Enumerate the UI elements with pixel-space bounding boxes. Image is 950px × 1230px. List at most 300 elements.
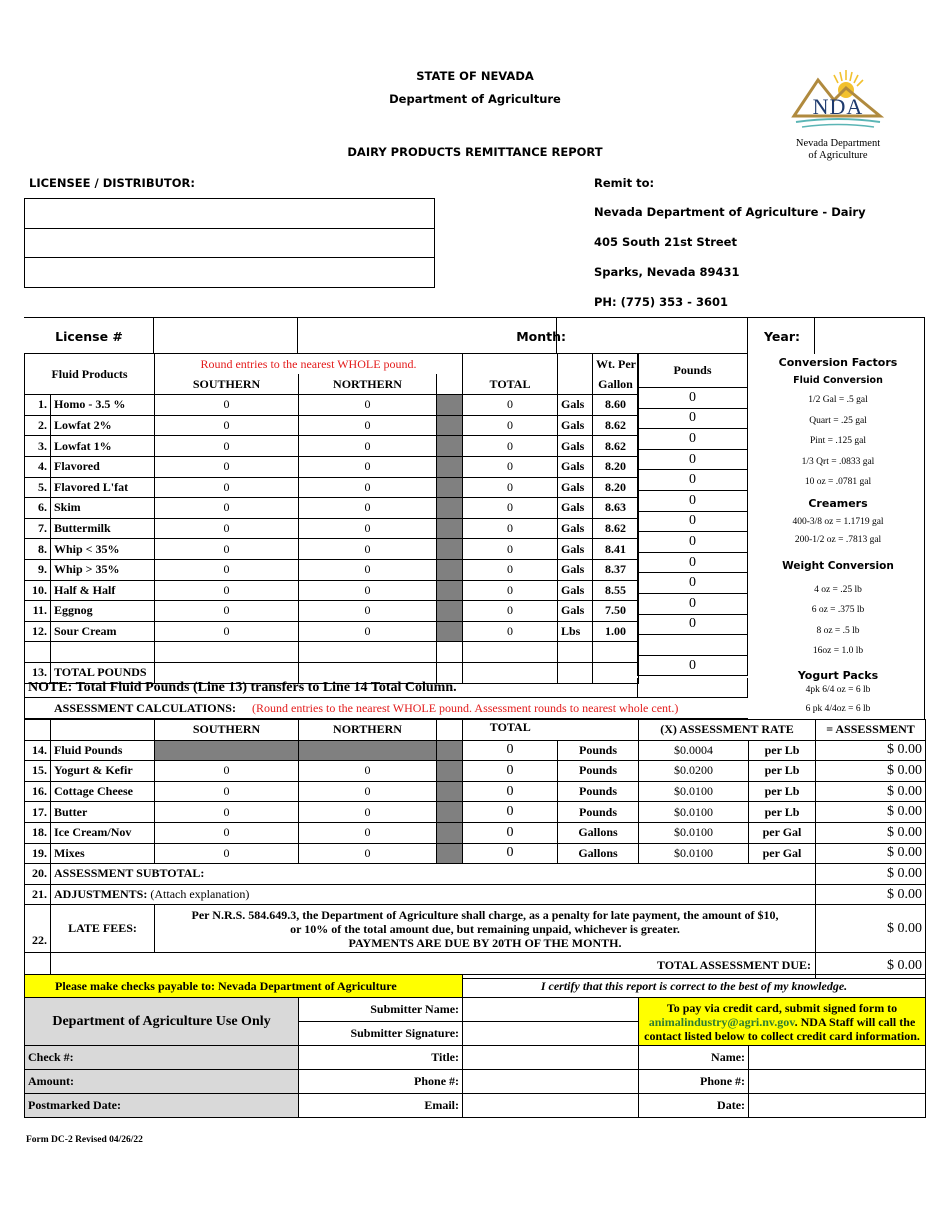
assessment-total-value: 0	[463, 740, 558, 761]
assessment-northern-input	[299, 740, 437, 761]
fluid-northern-input[interactable]: 0	[299, 395, 437, 416]
pounds-header: Pounds	[638, 354, 748, 388]
fluid-southern-input[interactable]: 0	[155, 621, 299, 642]
assessment-row	[25, 740, 926, 761]
submitter-signature-label: Submitter Signature:	[299, 1022, 463, 1046]
amount-label: Amount:	[25, 1070, 299, 1094]
assessment-product-name: Yogurt & Kefir	[51, 761, 155, 782]
note-row	[24, 678, 638, 698]
fluid-row	[25, 456, 639, 477]
assessment-gap-cell	[437, 822, 463, 843]
fluid-total-value: 0	[463, 580, 558, 601]
licensee-line-2[interactable]	[25, 229, 434, 258]
fluid-header-blank-2	[558, 354, 593, 375]
fluid-gap-cell	[437, 498, 463, 519]
fluid-weight-per-gallon: 7.50	[593, 601, 639, 622]
assessment-northern-input[interactable]: 0	[299, 761, 437, 782]
fluid-total-value: 0	[463, 395, 558, 416]
fluid-row-number: 1.	[25, 395, 51, 416]
assessment-product-name: Ice Cream/Nov	[51, 822, 155, 843]
conversion-right-border	[924, 353, 925, 719]
fluid-unit: Gals	[558, 580, 593, 601]
fluid-weight-per-gallon: 8.60	[593, 395, 639, 416]
late-fees-amount: $ 0.00	[816, 905, 926, 953]
fluid-product-name: Flavored	[51, 456, 155, 477]
fluid-southern-input[interactable]: 0	[155, 518, 299, 539]
assessment-amount: $ 0.00	[816, 843, 926, 864]
fluid-pounds-value: 0	[638, 593, 748, 614]
assessment-title: ASSESSMENT CALCULATIONS:	[54, 701, 236, 715]
fluid-pounds-value: 0	[638, 552, 748, 573]
fluid-blank-s	[155, 642, 299, 663]
fluid-weight-per-gallon: 8.37	[593, 559, 639, 580]
assessment-amount: $ 0.00	[816, 822, 926, 843]
late-fees-text-2: or 10% of the total amount due, but remaining unpaid, whichever is greater.	[290, 921, 680, 936]
form-id: Form DC-2 Revised 04/26/22	[26, 1135, 143, 1145]
fluid-gap-cell	[437, 559, 463, 580]
fluid-weight-per-gallon: 8.62	[593, 415, 639, 436]
phone2-label: Phone #:	[639, 1070, 749, 1094]
fluid-southern-input[interactable]: 0	[155, 456, 299, 477]
fluid-pounds-value: 0	[638, 532, 748, 553]
pounds-row	[638, 470, 748, 491]
fluid-pounds-value: 0	[638, 490, 748, 511]
fluid-table	[24, 353, 639, 684]
assessment-row	[25, 822, 926, 843]
fluid-weight-per-gallon: 8.41	[593, 539, 639, 560]
wt-per-header-2: Gallon	[593, 374, 639, 395]
pounds-row	[638, 593, 748, 614]
adjustments-note: (Attach explanation)	[150, 887, 250, 902]
submitter-name-label: Submitter Name:	[299, 998, 463, 1022]
pounds-row	[638, 408, 748, 429]
assessment-unit: Pounds	[558, 802, 639, 823]
submitter-signature-input[interactable]	[463, 1022, 639, 1046]
fluid-product-name: Lowfat 2%	[51, 415, 155, 436]
total-pounds-label: TOTAL POUNDS	[51, 662, 155, 683]
pounds-column	[637, 353, 748, 676]
assess-unit-header	[558, 720, 639, 741]
fluid-gap-cell	[437, 539, 463, 560]
name-label: Name:	[639, 1046, 749, 1070]
name-input[interactable]	[749, 1046, 926, 1070]
late-fees-label: LATE FEES:	[51, 905, 155, 953]
fluid-total-value: 0	[463, 436, 558, 457]
subtotal-label: ASSESSMENT SUBTOTAL:	[51, 864, 816, 885]
email-input[interactable]	[463, 1094, 639, 1118]
fluid-total-value: 0	[463, 415, 558, 436]
assessment-gap-cell	[437, 781, 463, 802]
fluid-pounds-value: 0	[638, 470, 748, 491]
licensee-box	[24, 198, 435, 288]
check-number-label: Check #:	[25, 1046, 299, 1070]
credit-card-note	[639, 998, 926, 1046]
fluid-blank-t	[463, 642, 558, 663]
assess-header-blank-2	[51, 720, 155, 741]
assessment-per-unit: per Gal	[749, 843, 816, 864]
checks-payable-note: Please make checks payable to: Nevada Department of Agriculture	[25, 975, 463, 998]
assessment-southern-input[interactable]: 0	[155, 781, 299, 802]
assessment-row-number: 18.	[25, 822, 51, 843]
fluid-unit: Gals	[558, 498, 593, 519]
conv-fluid-0: 1/2 Gal = .5 gal	[808, 395, 868, 405]
fluid-pounds-value: 0	[638, 388, 748, 409]
assessment-southern-input	[155, 740, 299, 761]
fluid-row-number: 7.	[25, 518, 51, 539]
fluid-row-number: 4.	[25, 456, 51, 477]
assessment-product-name: Mixes	[51, 843, 155, 864]
note-row-pounds	[637, 678, 748, 698]
fluid-row	[25, 559, 639, 580]
fluid-blank-n	[299, 642, 437, 663]
southern-header: SOUTHERN	[155, 374, 299, 395]
assessment-rate: $0.0100	[639, 843, 749, 864]
wt-per-header-1: Wt. Per	[593, 354, 639, 375]
fluid-northern-input[interactable]: 0	[299, 621, 437, 642]
total-header: TOTAL	[463, 374, 558, 395]
conv-creamer-1: 200-1/2 oz = .7813 gal	[794, 535, 882, 545]
fluid-row-number: 10.	[25, 580, 51, 601]
assessment-northern-input[interactable]: 0	[299, 802, 437, 823]
fluid-row	[25, 518, 639, 539]
fluid-pounds-value: 0	[638, 449, 748, 470]
fluid-gap-cell	[437, 580, 463, 601]
license-input[interactable]	[153, 318, 298, 354]
assessment-gap-cell	[437, 802, 463, 823]
fluid-product-name: Whip > 35%	[51, 559, 155, 580]
assessment-total-value: 0	[463, 781, 558, 802]
assessment-row-number: 19.	[25, 843, 51, 864]
fluid-northern-input[interactable]: 0	[299, 601, 437, 622]
assessment-per-unit: per Lb	[749, 781, 816, 802]
subtotal-amount: $ 0.00	[816, 864, 926, 885]
credit-card-text-1: To pay via credit card, submit signed form to	[666, 1000, 898, 1015]
fluid-southern-input[interactable]: 0	[155, 395, 299, 416]
fluid-gap-cell	[437, 518, 463, 539]
assessment-southern-input[interactable]: 0	[155, 843, 299, 864]
fluid-product-name: Skim	[51, 498, 155, 519]
fluid-row	[25, 621, 639, 642]
fluid-total-value: 0	[463, 456, 558, 477]
fluid-southern-input[interactable]: 0	[155, 559, 299, 580]
fluid-northern-input[interactable]: 0	[299, 518, 437, 539]
assessment-row	[25, 843, 926, 864]
fluid-northern-input[interactable]: 0	[299, 559, 437, 580]
assessment-round-note: (Round entries to the nearest WHOLE pound. Assessment rounds to nearest whole cent.)	[252, 701, 679, 715]
credit-card-text-3: contact listed below to collect credit card information.	[644, 1028, 920, 1043]
total-pounds-num: 13.	[25, 662, 51, 683]
fluid-row-number: 2.	[25, 415, 51, 436]
fluid-row	[25, 498, 639, 519]
month-input[interactable]	[556, 318, 748, 354]
month-label: Month:	[516, 328, 566, 344]
assessment-row	[25, 781, 926, 802]
assessment-unit: Pounds	[558, 740, 639, 761]
fluid-unit: Gals	[558, 539, 593, 560]
assessment-table	[24, 719, 926, 979]
footer-table	[24, 974, 926, 1118]
assessment-rows	[25, 740, 926, 864]
date-label: Date:	[639, 1094, 749, 1118]
late-fees-num: 22.	[25, 905, 51, 953]
fluid-blank-u	[558, 642, 593, 663]
assessment-product-name: Butter	[51, 802, 155, 823]
assess-rate-header: (X) ASSESSMENT RATE	[639, 720, 816, 741]
assessment-unit: Pounds	[558, 761, 639, 782]
fluid-weight-per-gallon: 8.62	[593, 436, 639, 457]
adjustments-label: ADJUSTMENTS:	[54, 887, 148, 902]
fluid-row-number: 6.	[25, 498, 51, 519]
assess-northern-header: NORTHERN	[299, 720, 437, 741]
assessment-per-unit: per Lb	[749, 761, 816, 782]
fluid-gap-cell	[437, 436, 463, 457]
fluid-pounds-value: 0	[638, 429, 748, 450]
fluid-row	[25, 539, 639, 560]
fluid-row-number: 3.	[25, 436, 51, 457]
fluid-northern-input[interactable]: 0	[299, 539, 437, 560]
assessment-per-unit: per Lb	[749, 740, 816, 761]
licensee-line-1[interactable]	[25, 199, 434, 229]
assessment-northern-input[interactable]: 0	[299, 843, 437, 864]
fluid-row	[25, 477, 639, 498]
fluid-northern-input[interactable]: 0	[299, 436, 437, 457]
phone-label: Phone #:	[299, 1070, 463, 1094]
assessment-gap-cell	[437, 761, 463, 782]
assessment-row-number: 15.	[25, 761, 51, 782]
fluid-pounds-value: 0	[638, 573, 748, 594]
fluid-pounds-value: 0	[638, 511, 748, 532]
fluid-northern-input[interactable]: 0	[299, 477, 437, 498]
fluid-weight-per-gallon: 8.20	[593, 477, 639, 498]
fluid-pounds-value: 0	[638, 408, 748, 429]
assessment-product-name: Fluid Pounds	[51, 740, 155, 761]
pounds-rows	[638, 388, 748, 635]
fluid-round-note: Round entries to the nearest WHOLE pound.	[155, 354, 463, 375]
pounds-row	[638, 532, 748, 553]
fluid-southern-input[interactable]: 0	[155, 580, 299, 601]
fluid-southern-input[interactable]: 0	[155, 539, 299, 560]
logo-caption-2: of Agriculture	[808, 150, 868, 161]
email-label: Email:	[299, 1094, 463, 1118]
fluid-unit: Gals	[558, 559, 593, 580]
assessment-product-name: Cottage Cheese	[51, 781, 155, 802]
fluid-unit: Gals	[558, 456, 593, 477]
adjustments-num: 21.	[25, 884, 51, 905]
fluid-northern-input[interactable]: 0	[299, 415, 437, 436]
fluid-gap-cell	[437, 601, 463, 622]
fluid-weight-per-gallon: 8.62	[593, 518, 639, 539]
assessment-northern-input[interactable]: 0	[299, 781, 437, 802]
assess-gap-header	[437, 720, 463, 741]
year-label: Year:	[764, 328, 800, 344]
fluid-product-name: Eggnog	[51, 601, 155, 622]
fluid-weight-per-gallon: 8.63	[593, 498, 639, 519]
year-input[interactable]	[814, 318, 924, 354]
fluid-row	[25, 395, 639, 416]
fluid-gap-cell	[437, 395, 463, 416]
fluid-product-name: Lowfat 1%	[51, 436, 155, 457]
fluid-product-name: Buttermilk	[51, 518, 155, 539]
fluid-blank-num	[25, 642, 51, 663]
conv-fluid-3: 1/3 Qrt = .0833 gal	[801, 457, 875, 467]
fluid-total-value: 0	[463, 601, 558, 622]
report-title: DAIRY PRODUCTS REMITTANCE REPORT	[347, 145, 603, 159]
fluid-southern-input[interactable]: 0	[155, 477, 299, 498]
licensee-label: LICENSEE / DISTRIBUTOR:	[29, 176, 195, 190]
fluid-unit: Lbs	[558, 621, 593, 642]
fluid-southern-input[interactable]: 0	[155, 436, 299, 457]
fluid-rows	[25, 395, 639, 642]
fluid-product-name: Whip < 35%	[51, 539, 155, 560]
fluid-row	[25, 436, 639, 457]
fluid-row	[25, 415, 639, 436]
assessment-rate: $0.0004	[639, 740, 749, 761]
remit-label: Remit to:	[594, 176, 655, 190]
assess-amount-header: = ASSESSMENT	[816, 720, 926, 741]
pounds-row	[638, 490, 748, 511]
assessment-amount: $ 0.00	[816, 761, 926, 782]
fluid-product-name: Sour Cream	[51, 621, 155, 642]
fluid-northern-input[interactable]: 0	[299, 456, 437, 477]
credit-card-email[interactable]: animalindustry@agri.nv.gov	[648, 1014, 795, 1029]
postmarked-date-label: Postmarked Date:	[25, 1094, 299, 1118]
conv-creamer-0: 400-3/8 oz = 1.1719 gal	[792, 517, 884, 527]
fluid-row	[25, 580, 639, 601]
fluid-southern-input[interactable]: 0	[155, 601, 299, 622]
assessment-total-value: 0	[463, 761, 558, 782]
creamers-title: Creamers	[808, 497, 868, 510]
fluid-row-number: 5.	[25, 477, 51, 498]
pounds-row	[638, 552, 748, 573]
fluid-weight-per-gallon: 8.55	[593, 580, 639, 601]
assessment-gap-cell	[437, 843, 463, 864]
dept-use-only: Department of Agriculture Use Only	[25, 998, 299, 1046]
fluid-product-name: Flavored L'fat	[51, 477, 155, 498]
assessment-amount: $ 0.00	[816, 781, 926, 802]
fluid-blank-gap	[437, 642, 463, 663]
fluid-products-header: Fluid Products	[25, 354, 155, 395]
fluid-weight-per-gallon: 1.00	[593, 621, 639, 642]
assessment-per-unit: per Gal	[749, 822, 816, 843]
date-input[interactable]	[749, 1094, 926, 1118]
late-fees-text-3: PAYMENTS ARE DUE BY 20TH OF THE MONTH.	[348, 935, 622, 950]
submitter-name-input[interactable]	[463, 998, 639, 1022]
adjustments-cell[interactable]	[51, 884, 816, 905]
subtotal-num: 20.	[25, 864, 51, 885]
department-title: Department of Agriculture	[389, 92, 561, 106]
remit-street: 405 South 21st Street	[594, 235, 737, 249]
fluid-gap-cell	[437, 456, 463, 477]
assessment-unit: Gallons	[558, 822, 639, 843]
assessment-amount: $ 0.00	[816, 802, 926, 823]
fluid-blank-w	[593, 642, 639, 663]
pounds-row	[638, 573, 748, 594]
fluid-southern-input[interactable]: 0	[155, 498, 299, 519]
total-due-amount: $ 0.00	[816, 953, 926, 979]
fluid-northern-input[interactable]: 0	[299, 498, 437, 519]
assessment-title-row	[24, 698, 748, 719]
logo-text: NDA	[812, 94, 864, 119]
assessment-per-unit: per Lb	[749, 802, 816, 823]
weight-conversion-title: Weight Conversion	[782, 560, 894, 572]
assessment-row-number: 14.	[25, 740, 51, 761]
conv-fluid-4: 10 oz = .0781 gal	[804, 477, 872, 487]
conv-yogurt-0: 4pk 6/4 oz = 6 lb	[805, 685, 871, 695]
fluid-blank-name	[51, 642, 155, 663]
conv-weight-2: 8 oz = .5 lb	[816, 626, 860, 636]
assessment-southern-input[interactable]: 0	[155, 802, 299, 823]
phone2-input[interactable]	[749, 1070, 926, 1094]
pounds-row	[638, 614, 748, 635]
yogurt-packs-title: Yogurt Packs	[797, 669, 879, 682]
fluid-conversion-title: Fluid Conversion	[793, 375, 883, 386]
late-fees-text	[155, 905, 816, 953]
conv-weight-0: 4 oz = .25 lb	[814, 585, 862, 595]
pounds-row	[638, 429, 748, 450]
fluid-row-number: 9.	[25, 559, 51, 580]
fluid-header-blank	[463, 354, 558, 375]
nda-logo	[788, 66, 888, 166]
pounds-row	[638, 449, 748, 470]
assessment-row	[25, 761, 926, 782]
fluid-unit: Gals	[558, 415, 593, 436]
fluid-product-name: Half & Half	[51, 580, 155, 601]
certify-statement: I certify that this report is correct to the best of my knowledge.	[463, 975, 926, 998]
conv-yogurt-1: 6 pk 4/4oz = 6 lb	[805, 704, 871, 714]
fluid-total-value: 0	[463, 477, 558, 498]
pounds-row	[638, 388, 748, 409]
assessment-southern-input[interactable]: 0	[155, 761, 299, 782]
fluid-gap-cell	[437, 415, 463, 436]
assess-header-blank	[25, 720, 51, 741]
phone-input[interactable]	[463, 1070, 639, 1094]
assessment-northern-input[interactable]: 0	[299, 822, 437, 843]
assessment-total-value: 0	[463, 802, 558, 823]
total-pounds-value: 0	[638, 655, 748, 676]
fluid-weight-per-gallon: 8.20	[593, 456, 639, 477]
fluid-northern-input[interactable]: 0	[299, 580, 437, 601]
remit-name: Nevada Department of Agriculture - Dairy	[594, 205, 866, 219]
license-row	[24, 317, 925, 353]
fluid-unit: Gals	[558, 601, 593, 622]
fluid-product-name: Homo - 3.5 %	[51, 395, 155, 416]
fluid-total-value: 0	[463, 539, 558, 560]
licensee-line-3[interactable]	[25, 258, 434, 286]
assessment-rate: $0.0100	[639, 781, 749, 802]
late-fees-text-1: Per N.R.S. 584.649.3, the Department of Agriculture shall charge, as a penalty for late payment, the amount of $10,	[191, 907, 779, 922]
assess-total-header: TOTAL	[463, 720, 558, 741]
pounds-row	[638, 511, 748, 532]
remit-phone: PH: (775) 353 - 3601	[594, 295, 728, 309]
conv-weight-3: 16oz = 1.0 lb	[812, 646, 864, 656]
fluid-southern-input[interactable]: 0	[155, 415, 299, 436]
state-title: STATE OF NEVADA	[416, 69, 534, 83]
pounds-blank	[638, 635, 748, 656]
assessment-southern-input[interactable]: 0	[155, 822, 299, 843]
northern-header: NORTHERN	[299, 374, 437, 395]
assessment-unit: Pounds	[558, 781, 639, 802]
title-input[interactable]	[463, 1046, 639, 1070]
conv-fluid-2: Pint = .125 gal	[809, 436, 867, 446]
fluid-pounds-value: 0	[638, 614, 748, 635]
fluid-gap-cell	[437, 621, 463, 642]
assessment-row-number: 16.	[25, 781, 51, 802]
conv-fluid-1: Quart = .25 gal	[809, 416, 867, 426]
credit-card-text-2: . NDA Staff will call the	[794, 1014, 916, 1029]
assessment-rate: $0.0100	[639, 802, 749, 823]
remit-city: Sparks, Nevada 89431	[594, 265, 740, 279]
fluid-header-unit	[558, 374, 593, 395]
